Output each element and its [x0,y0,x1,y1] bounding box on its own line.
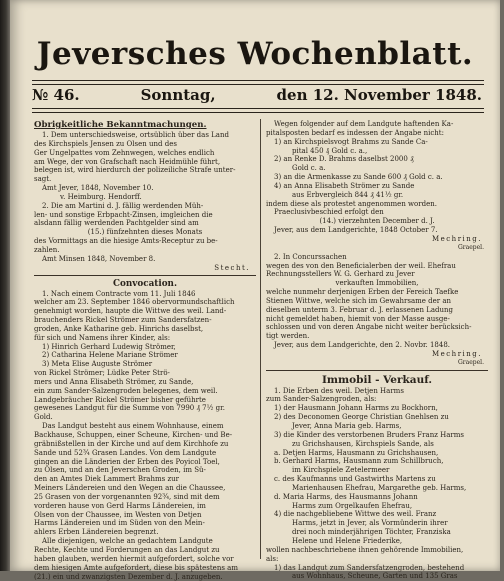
text-line: Rechte, Kechte und Forderungen an das Landgut zu [34,546,256,555]
text-line: drei noch minderjährigen Töchter, Franziska [266,528,488,537]
signature-clerk: Graepel. [266,244,488,253]
text-line: Harms zum Orgelkaufen Ehefrau, [266,502,488,511]
signature-name: Mechring. [266,235,488,244]
text-line: Jever, aus dem Landgerichte, 1848 October 7. [266,226,488,235]
newspaper-page [10,0,500,571]
text-line: 3) die Kinder des verstorbenen Bruders Franz Harms [266,431,488,440]
text-line: 1) das Landgut zum Sandersfatzengroden, bestehend [266,564,488,573]
section-heading-announcements: Obrigkeitliche Bekanntmachungen. [34,120,256,131]
text-line: brauchenders Rickel Strömer zum Sandersfatzen- [34,316,256,325]
text-line: Ger Ungelpattes vom Zehnwegen, welches endlich [34,149,256,158]
text-line: wollen nachbeschriebene ihnen gehörende Immobilien, [266,546,488,555]
text-line: Alle diejenigen, welche an gedachtem Landgute [34,537,256,546]
text-line: 1) Hinrich Gerhard Ludewig Strömer, [34,343,256,352]
text-line: Helene und Helene Friederike, [266,537,488,546]
text-line: Meiners Ländereien und den Wegen an die Chaussee, [34,484,256,493]
text-line: Harms, jetzt in Jever, als Vormünderin ihrer [266,519,488,528]
text-line: gräbnißstellen in der Kirche und auf dem Kirchhofe zu [34,440,256,449]
masthead-rule [32,80,484,85]
signature-clerk: Graepel. [266,359,488,368]
text-line: 4) an Anna Elisabeth Strömer zu Sande [266,182,488,191]
text-line: als: [266,555,488,564]
text-line: zum Sander-Salzengroden, als: [266,395,488,404]
text-line: Landgebräucher Rickel Strömer bisher geführte [34,396,256,405]
text-line: tigt werden. [266,332,488,341]
text-line: c. des Kaufmanns und Gastwirths Martens zu [266,475,488,484]
text-line: b. Gerhard Harms, Hausmann zum Schillbruch, [266,457,488,466]
text-line: Harms Ländereien und im Süden von den Mein- [34,519,256,528]
text-line: schlossen und von deren Angabe nicht weiter berücksich- [266,323,488,332]
section-divider [266,370,488,371]
issue-number: № 46. [32,86,80,104]
text-line: aus Wohnhaus, Scheune, Garten und 135 Gras [266,572,488,581]
text-line: 4) die nachgebliebene Wittwe des weil. Franz [266,510,488,519]
text-line: Backhause, Schuppen, einer Scheune, Kirchen- und Be- [34,431,256,440]
text-line: vorderen hause von Gerd Harms Ländereien, im [34,502,256,511]
signature-date: Amt Jever, 1848, November 10. [34,184,256,193]
signature-name: Mechring. [266,350,488,359]
text-line: welcher am 23. September 1846 obervormundschaftlich [34,298,256,307]
text-line: Olsen von der Chaussee, im Westen von Detjen [34,511,256,520]
text-line: (21.) ein und zwanzigsten Dezember d. J. anzugeben. [34,573,256,581]
text-line: pitalsposten bedarf es indessen der Angabe nicht: [266,129,488,138]
text-line: zu Olsen, und an den Jeverschen Groden, im Sü- [34,466,256,475]
section-heading-convocation: Convocation. [34,278,256,290]
text-line: belegen ist, wird hierdurch der polizeiliche Strafe unter- [34,166,256,175]
text-line: des Kirchspiels Jensen zu Olsen und des [34,140,256,149]
text-line: 2. Die am Martini d. J. fällig werdenden Müh- [34,202,256,211]
text-line: am Wege, der von Grafschaft nach Heidmühle führt, [34,158,256,167]
right-column [266,120,488,581]
section-heading-immobil-verkauf: Immobil - Verkauf. [266,373,488,387]
text-line: zu Grichshausen, Kirchspiels Sande, als [266,440,488,449]
text-line: 25 Grasen von der vorgenannten 92¾, sind mit dem [34,493,256,502]
text-line: groden, Anke Katharine geb. Hinrichs daselbst, [34,325,256,334]
left-column [34,120,256,581]
text-line: haben glauben, werden hiermit aufgefordert, solche vor [34,555,256,564]
text-line: dieselben unterm 3. Februar d. J. erlassenen Ladung [266,306,488,315]
text-line: verkauften Immobilien, [266,279,488,288]
issue-date: den 12. November 1848. [277,86,482,104]
text-line: welche nunmehr derjenigen Erben der Fereich Taefke [266,288,488,297]
text-line: 1. Nach einem Contracte vom 11. Juli 1846 [34,290,256,299]
issue-day: Sonntag, [141,86,216,104]
text-line: 2) des Deconomen George Christian Gnehlsen zu [266,413,488,422]
text-line: Wegen folgender auf dem Landgute haftenden Ka- [266,120,488,129]
text-line: 3) an die Armenkasse zu Sande 600 ₰ Gold c. a. [266,173,488,182]
text-line: 2. In Concurssachen [266,253,488,262]
text-line: wegen des von den Beneficialerben der weil. Ehefrau [266,262,488,271]
text-line: für sich und Namens ihrer Kinder, als: [34,334,256,343]
text-line: a. Detjen Harms, Hausmann zu Grichshausen, [266,449,488,458]
text-line: 2) an Renke D. Brahms daselbst 2000 ₰ [266,155,488,164]
text-line: des Vormittags an die hiesige Amts-Receptur zu be- [34,237,256,246]
issue-rule [32,108,484,113]
text-line: Stienen Wittwe, welche sich im Gewahrsame der an [266,297,488,306]
text-line: dem hiesigen Amte aufgefordert, diese bis spätestens am [34,564,256,573]
text-line: im Kirchspiele Zetelermeer [266,466,488,475]
signature-name: v. Heimburg. Hendorff. [34,193,256,202]
text-line: alsdann fällig werdenden Pachtgelder sind am [34,219,256,228]
text-line: sagt. [34,175,256,184]
text-line: pital 450 ₰ Gold c. a., [266,147,488,156]
text-line: Rechnungsstellers W. G. Gerhard zu Jever [266,270,488,279]
text-line: genehmigt worden, haupte die Wittwe des weil. Land- [34,307,256,316]
text-line: (14.) vierzehnten December d. J. [266,217,488,226]
text-line: Jever, aus dem Landgerichte, den 2. Novbr. 1848. [266,341,488,350]
text-line: mers und Anna Elisabeth Strömer, zu Sande, [34,378,256,387]
text-line: d. Maria Harms, des Hausmanns Johann [266,493,488,502]
signature-date: Amt Minsen 1848, November 8. [34,255,256,264]
text-line: Praeclusivbeschied erfolgt den [266,208,488,217]
text-line: indem diese als protestet angenommen worden. [266,200,488,209]
text-line: zahlen. [34,246,256,255]
text-line: gewesenes Landgut für die Summe von 7990 ₰ 7½ gr. [34,404,256,413]
text-line: 3) Meta Elise Auguste Strömer [34,360,256,369]
text-line: Marienhausen Ehefrau, Margarethe geb. Harms, [266,484,488,493]
section-divider [34,275,256,276]
scan-binding-edge [0,0,10,571]
text-line: Sande und 52¾ Grasen Landes. Von dem Landgute [34,449,256,458]
text-line: 1) an Kirchspielsvogt Brahms zu Sande Ca- [266,138,488,147]
text-line: nicht gemeldet haben, hiemit von der Masse ausge- [266,315,488,324]
text-line: ein zum Sander-Salzengroden belegenes, dem weil. [34,387,256,396]
text-line: 1) der Hausmann Johann Harms zu Bockhorn, [266,404,488,413]
text-line: Das Landgut besteht aus einem Wohnhause, einem [34,422,256,431]
text-line: aus Erbvergleich 844 ₰ 41½ gr. [266,191,488,200]
text-line: gingen an die Länderien der Erben des Poyicol Toel, [34,458,256,467]
text-line: (15.) fünfzehnten dieses Monats [34,228,256,237]
text-line: von Rickel Strömer; Lüdke Peter Strö- [34,369,256,378]
text-line: 1. Die Erben des weil. Detjen Harms [266,387,488,396]
text-line: 2) Catharina Helene Mariane Strömer [34,351,256,360]
text-line: Jever, Anna Maria geb. Harms, [266,422,488,431]
column-divider [260,119,261,559]
text-line: ahlers Erben Ländereien begrenzt. [34,528,256,537]
issue-line [32,86,482,104]
masthead-title: Jeversches Wochenblatt. [28,36,482,72]
text-line: len- und sonstige Erbpacht-Zinsen, imgleichen die [34,211,256,220]
signature-name: Stecht. [34,264,256,273]
text-line: 1. Dem unterschiedsweise, ortsüblich über das Land [34,131,256,140]
text-line: Gold. [34,413,256,422]
text-line: den an Amtes Diek Lammert Brahms zur [34,475,256,484]
text-line: Gold c. a. [266,164,488,173]
